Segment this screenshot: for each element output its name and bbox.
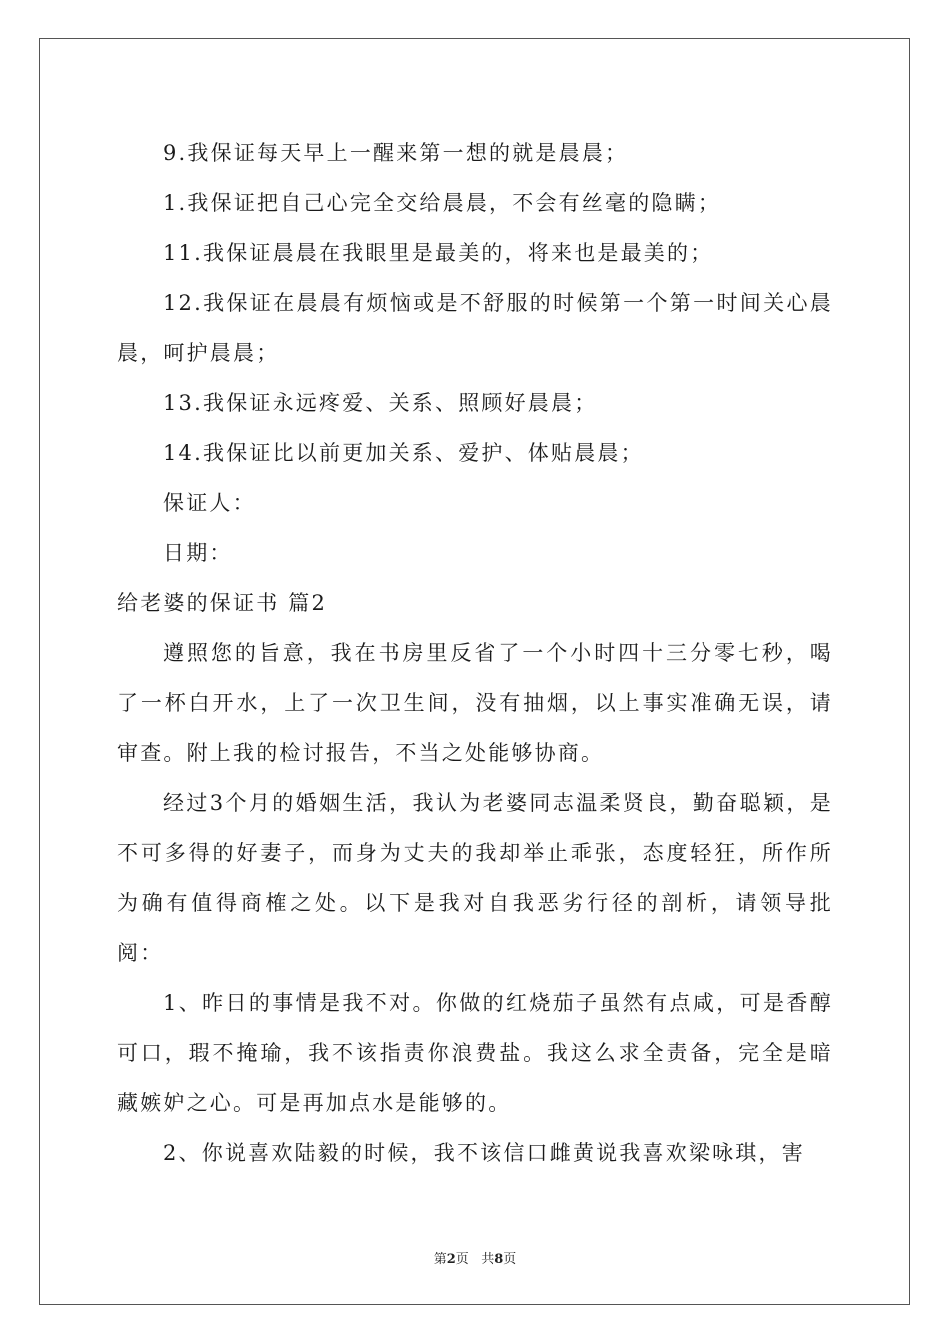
page-footer bbox=[0, 1248, 950, 1267]
guarantor-label: 保证人： bbox=[163, 491, 256, 515]
paragraph-5: 13.我保证永远疼爱、关系、照顾好晨晨； bbox=[163, 391, 598, 415]
section-heading: 给老婆的保证书 篇2 bbox=[117, 591, 328, 615]
footer-total-prefix: 共 bbox=[481, 1252, 495, 1267]
footer-page-number: 2 bbox=[446, 1252, 456, 1267]
document-body bbox=[117, 128, 833, 1178]
footer-total-pages: 8 bbox=[494, 1252, 504, 1267]
paragraph-1: 9.我保证每天早上一醒来第一想的就是晨晨； bbox=[163, 141, 629, 165]
paragraph-2: 1.我保证把自己心完全交给晨晨，不会有丝毫的隐瞒； bbox=[163, 191, 722, 215]
footer-total-suffix: 页 bbox=[503, 1252, 517, 1267]
paragraph-13: 2、你说喜欢陆毅的时候，我不该信口雌黄说我喜欢梁咏琪，害 bbox=[163, 1141, 805, 1165]
paragraph-4: 12.我保证在晨晨有烦恼或是不舒服的时候第一个第一时间关心晨晨，呵护晨晨； bbox=[117, 291, 833, 365]
date-label: 日期： bbox=[163, 541, 233, 565]
paragraph-3: 11.我保证晨晨在我眼里是最美的，将来也是最美的； bbox=[163, 241, 714, 265]
paragraph-6: 14.我保证比以前更加关系、爱护、体贴晨晨； bbox=[163, 441, 644, 465]
paragraph-10: 遵照您的旨意，我在书房里反省了一个小时四十三分零七秒，喝了一杯白开水，上了一次卫生间，没有抽烟，以上事实准确无误，请审查。附上我的检讨报告，不当之处能够协商。 bbox=[117, 641, 833, 765]
paragraph-11: 经过3个月的婚姻生活，我认为老婆同志温柔贤良，勤奋聪颖，是不可多得的好妻子，而身为丈夫的我却举止乖张，态度轻狂，所作所为确有值得商榷之处。以下是我对自我恶劣行径的剖析，请领导批阅： bbox=[117, 791, 833, 965]
footer-prefix: 第 bbox=[433, 1252, 447, 1267]
paragraph-12: 1、昨日的事情是我不对。你做的红烧茄子虽然有点咸，可是香醇可口，瑕不掩瑜，我不该指责你浪费盐。我这么求全责备，完全是暗藏嫉妒之心。可是再加点水是能够的。 bbox=[117, 991, 833, 1115]
footer-page-suffix: 页 bbox=[455, 1252, 469, 1267]
